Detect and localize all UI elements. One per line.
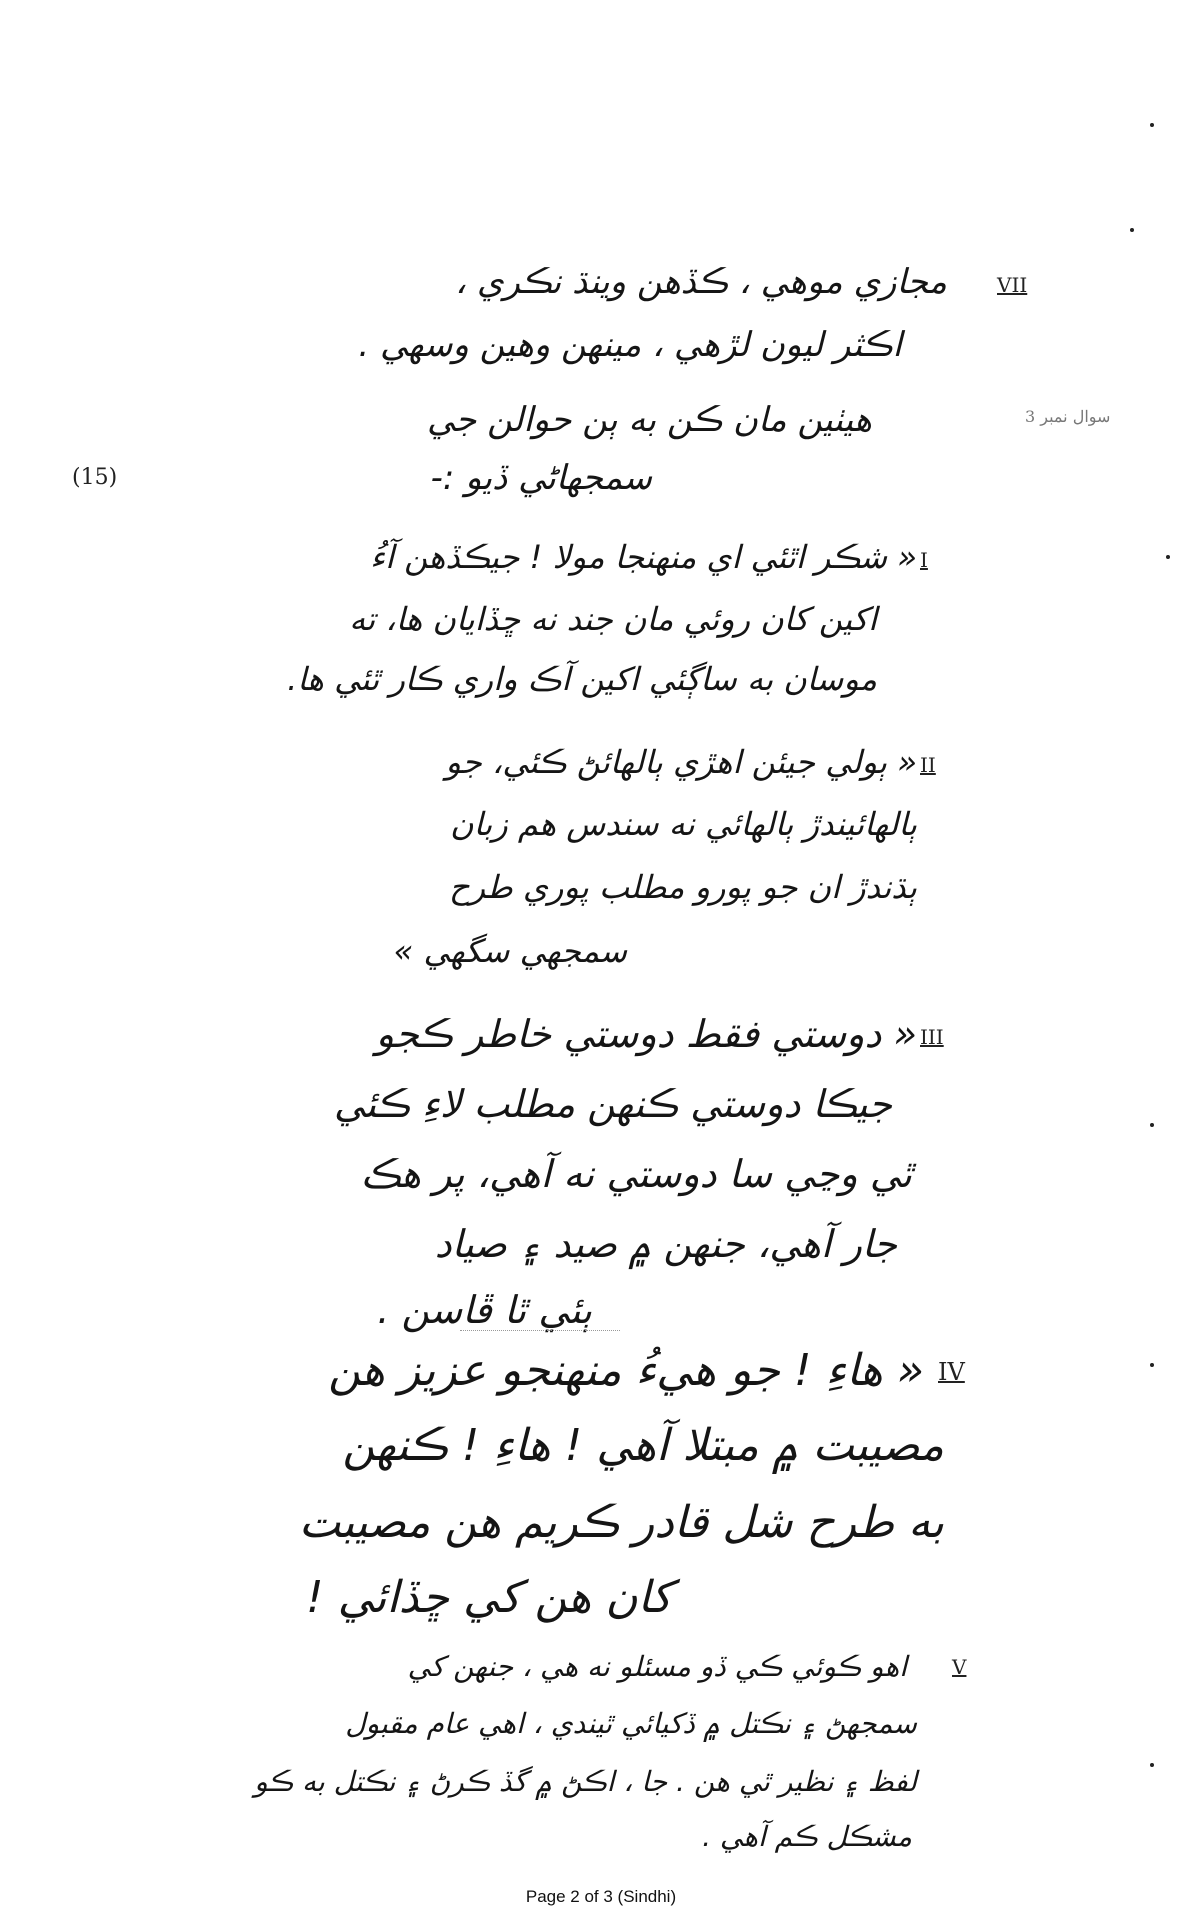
item-i-line-2: اکين کان روئي مان جند نه ڇڏايان ها، ته	[349, 600, 877, 638]
scan-speck	[1130, 228, 1134, 232]
item-iv-line-1: « هاءِ ! جو هيءُ منهنجو عزيز هن	[328, 1345, 924, 1396]
item-ii-line-3: ٻڌندڙ ان جو پورو مطلب پوري طرح	[448, 868, 917, 906]
section-vii-line-1: مجازي موهي ، ڪڏهن وينڌ نڪري ،	[455, 262, 947, 302]
item-v-line-2: سمجهڻ ۽ نڪتل ۾ ڏکيائي ٿيندي ، اهي عام مقبول	[345, 1707, 917, 1740]
item-iii-line-5: ٻئي ٿا ڦاسن .	[377, 1288, 592, 1332]
item-ii-line-1: « ٻولي جيئن اهڙي ٻالهائڻ ڪئي، جو	[445, 743, 917, 781]
question-line-1: هيٺين مان ڪن به ٻن حوالن جي	[426, 400, 872, 440]
item-iv-line-4: کان هن کي ڇڏائي !	[305, 1572, 672, 1623]
dotted-rule	[460, 1330, 620, 1331]
marks-label: (15)	[72, 465, 118, 490]
item-i-line-3: موسان به ساڳئي اکين آڪ واري ڪار ٿئي ها.	[287, 660, 877, 698]
item-iii-label: III	[920, 1025, 944, 1049]
item-iv-line-2: مصيبت ۾ مبتلا آهي ! هاءِ ! ڪنهن	[342, 1420, 944, 1471]
item-ii-line-2: ٻالهائيندڙ ٻالهائي نه سندس هم زبان	[450, 805, 917, 843]
scan-speck	[1166, 555, 1170, 559]
item-v-line-3: لفظ ۽ نظير ٿي هن . جا ، اڪڻ ۾ گڏ ڪرڻ ۽ نڪتل به ڪو	[254, 1765, 917, 1798]
question-line-2: سمجهاڻي ڏيو :-	[430, 458, 652, 498]
section-vii-line-2: اڪثر ليون لڙهي ، مينهن وهين وسهي .	[358, 325, 902, 365]
item-iii-line-4: جار آهي، جنهن ۾ صيد ۽ صياد	[434, 1222, 897, 1266]
item-iii-line-1: « دوستي فقط دوستي خاطر ڪجو	[375, 1012, 917, 1056]
item-v-label: V	[952, 1655, 967, 1679]
scan-speck	[1150, 1363, 1154, 1367]
item-v-line-1: اهو ڪوئي ڪي ڏو مسئلو نه هي ، جنهن کي	[407, 1650, 907, 1683]
item-iv-label: IV	[938, 1358, 965, 1386]
scan-speck	[1150, 123, 1154, 127]
scan-speck	[1150, 1763, 1154, 1767]
item-i-label: I	[920, 548, 928, 572]
item-iii-line-3: ٿي وڃي سا دوستي نه آهي، پر هڪ	[360, 1152, 912, 1196]
question-3-label: سوال نمبر 3	[1025, 407, 1111, 426]
item-iv-line-3: به طرح شل قادر ڪريم هن مصيبت	[298, 1497, 944, 1548]
scan-speck	[1150, 1123, 1154, 1127]
item-ii-label: II	[920, 753, 936, 777]
item-v-line-4: مشڪل ڪم آهي .	[702, 1820, 912, 1853]
section-vii-label: VII	[997, 273, 1028, 297]
item-ii-line-4: سمجهي سگهي »	[393, 932, 627, 970]
page-footer: Page 2 of 3 (Sindhi)	[525, 1887, 677, 1906]
item-i-line-1: « شڪر اٿئي اي منهنجا مولا ! جيڪڏهن آءُ	[370, 538, 917, 576]
item-iii-line-2: جيڪا دوستي ڪنهن مطلب لاءِ ڪئي	[333, 1082, 892, 1126]
